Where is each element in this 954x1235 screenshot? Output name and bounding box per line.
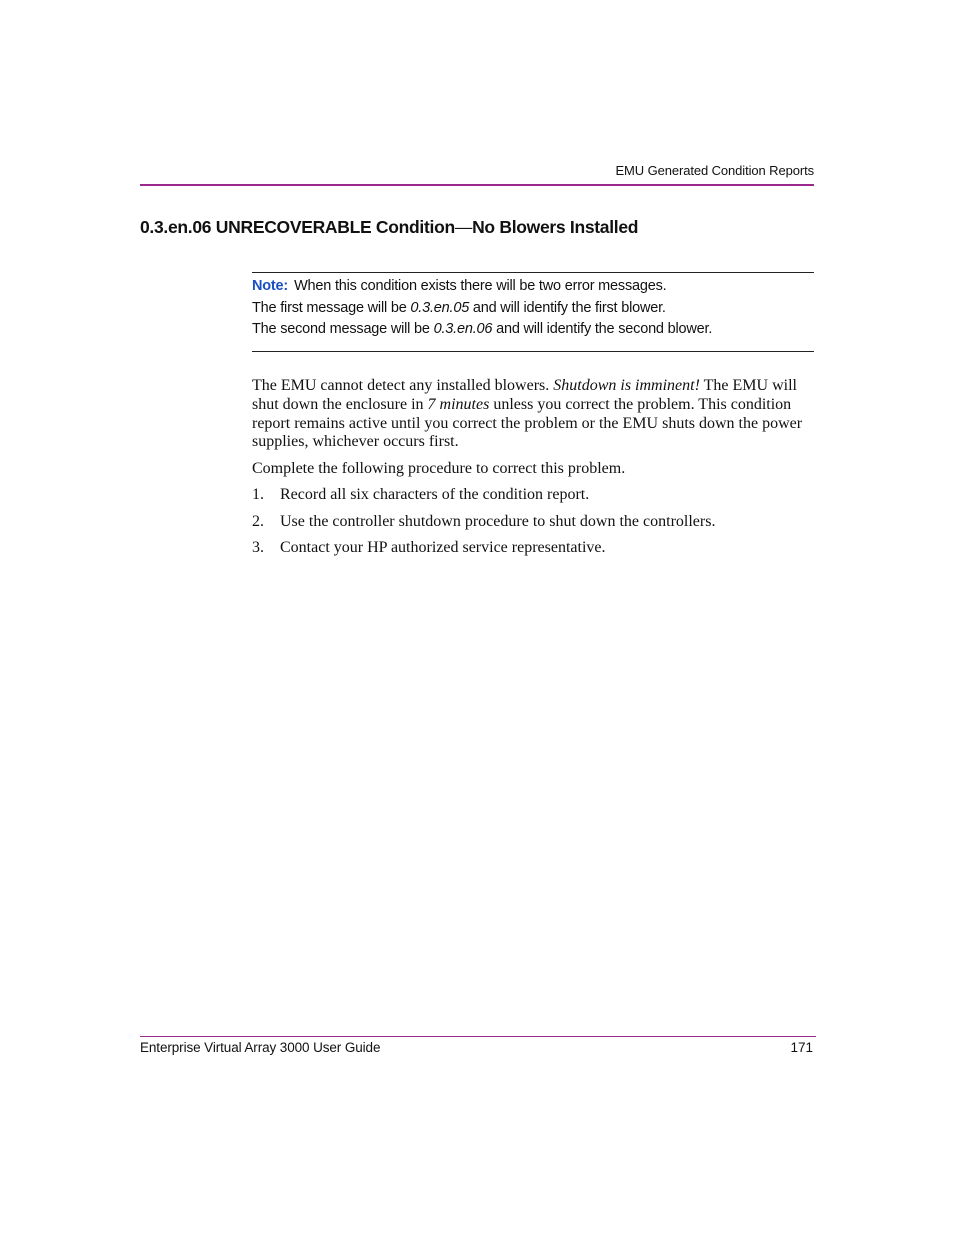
note-text-3a: The second message will be — [252, 321, 434, 337]
procedure-list — [252, 486, 814, 566]
running-header: EMU Generated Condition Reports — [615, 163, 814, 178]
footer-rule — [140, 1036, 816, 1037]
note-line-3 — [252, 321, 712, 337]
note-line-2 — [252, 300, 666, 316]
note-text-1: When this condition exists there will be two error messages. — [294, 278, 667, 294]
page-number: 171 — [790, 1040, 813, 1055]
note-line-1 — [252, 278, 666, 294]
body-emphasis: Shutdown is imminent! — [553, 377, 700, 394]
step-text: Record all six characters of the condition report. — [280, 486, 590, 503]
note-box — [252, 272, 814, 352]
list-item — [252, 539, 814, 566]
note-text-2b: and will identify the first blower. — [469, 300, 666, 316]
section-title-rest: No Blowers Installed — [472, 217, 639, 237]
footer-doc-title: Enterprise Virtual Array 3000 User Guide — [140, 1040, 381, 1055]
step-number: 1. — [252, 486, 264, 503]
step-number: 2. — [252, 512, 264, 530]
section-title-dash: — — [454, 217, 473, 237]
header-rule — [140, 184, 814, 186]
body-emphasis: 7 minutes — [427, 395, 490, 413]
step-number: 3. — [252, 539, 264, 556]
step-text: Contact your HP authorized service representative. — [280, 539, 606, 556]
note-code-first: 0.3.en.05 — [410, 300, 470, 316]
step-text: Use the controller shutdown procedure to shut down the controllers. — [280, 512, 716, 530]
section-title-code: 0.3.en.06 UNRECOVERABLE Condition — [140, 217, 455, 237]
list-item — [252, 513, 814, 540]
section-title — [140, 217, 638, 238]
body-paragraph-1 — [252, 377, 814, 452]
body-text: The EMU cannot detect any installed blowers. — [252, 377, 554, 394]
body-text: The EMU will shut down the enclosure in — [252, 377, 797, 413]
note-text-2a: The first message will be — [252, 300, 411, 316]
body-paragraph-2: Complete the following procedure to correct this problem. — [252, 460, 626, 477]
note-label: Note: — [252, 278, 289, 294]
note-code-second: 0.3.en.06 — [433, 321, 493, 337]
note-text-3b: and will identify the second blower. — [492, 321, 713, 337]
body-text: unless you correct the problem. This condition report remains active until you correct the problem or the EMU shuts down the power supplies, whichever occurs first. — [252, 395, 803, 451]
list-item — [252, 486, 814, 513]
